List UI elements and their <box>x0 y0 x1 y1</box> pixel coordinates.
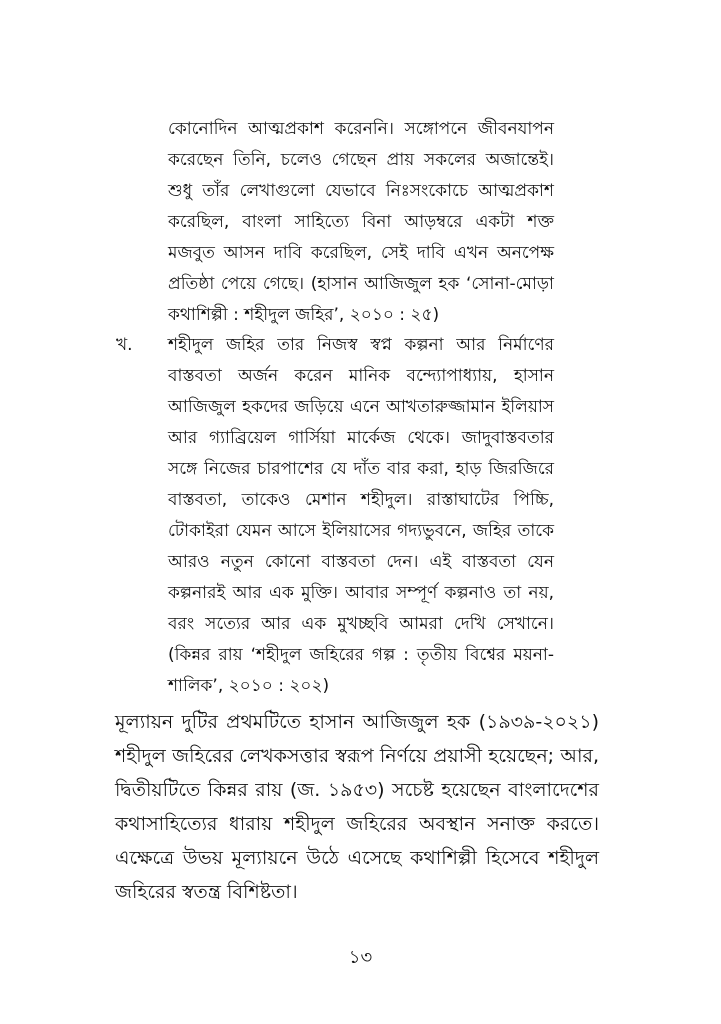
quote-text: শহীদুল জহির তার নিজস্ব স্বপ্ন কল্পনা আর নির্মাণের বাস্তবতা অর্জন করেন মানিক বন্দ্যোপাধ্যায়, হাসান আজিজুল হকদের জড়িয়ে এনে আখতারুজ্জামান ইলিয়াস আর গ্যাব্রিয়েল গার্সিয়া মার্কেজ থেকে। জাদুবাস্তবতার সঙ্গে নিজের চারপাশের যে দাঁত বার করা, হাড় জিরজিরে বাস্তবতা, তাকেও মেশান শহীদুল। রাস্তাঘাটের পিচ্চি, টোকাইরা যেমন আসে ইলিয়াসের গদ্যভুবনে, জহির তাকে আরও নতুন কোনো বাস্তবতা দেন। এই বাস্তবতা যেন কল্পনারই আর এক মুক্তি। আবার সম্পূর্ণ কল্পনাও তা নয়, বরং সত্যের আর এক মুখচ্ছবি আমরা দেখি সেখানে। (কিন্নর রায় ‘শহীদুল জহিরের গল্প : তৃতীয় বিশ্বের ময়না-শালিক’, ২০১০ : ২০২) <box>168 335 554 696</box>
quote-list <box>116 330 554 702</box>
quote-item <box>116 330 554 702</box>
quote-paragraph: কোনোদিন আত্মপ্রকাশ করেননি। সঙ্গোপনে জীবনযাপন করেছেন তিনি, চলেও গেছেন প্রায় সকলের অজান্তেই। শুধু তাঁর লেখাগুলো যেভাবে নিঃসংকোচে আত্মপ্রকাশ করেছিল, বাংলা সাহিত্যে বিনা আড়ম্বরে একটা শক্ত মজবুত আসন দাবি করেছিল, সেই দাবি এখন অনপেক্ষ প্রতিষ্ঠা পেয়ে গেছে। (হাসান আজিজুল হক ‘সোনা-মোড়া কথাশিল্পী : শহীদুল জহির’, ২০১০ : ২৫) <box>168 119 554 325</box>
quote-marker: খ. <box>116 335 133 355</box>
body-paragraph: মূল্যায়ন দুটির প্রথমটিতে হাসান আজিজুল হক (১৯৩৯-২০২১) শহীদুল জহিরের লেখকসত্তার স্বরূপ নির্ণয়ে প্রয়াসী হয়েছেন; আর, দ্বিতীয়টিতে কিন্নর রায় (জ. ১৯৫৩) সচেষ্ট হয়েছেন বাংলাদেশের কথাসাহিত্যের ধারায় শহীদুল জহিরের অবস্থান সনাক্ত করতে। এক্ষেত্রে উভয় মূল্যায়নে উঠে এসেছে কথাশিল্পী হিসেবে শহীদুল জহিরের স্বতন্ত্র বিশিষ্টতা। <box>115 711 599 903</box>
page-number: ১৩ <box>348 947 373 968</box>
